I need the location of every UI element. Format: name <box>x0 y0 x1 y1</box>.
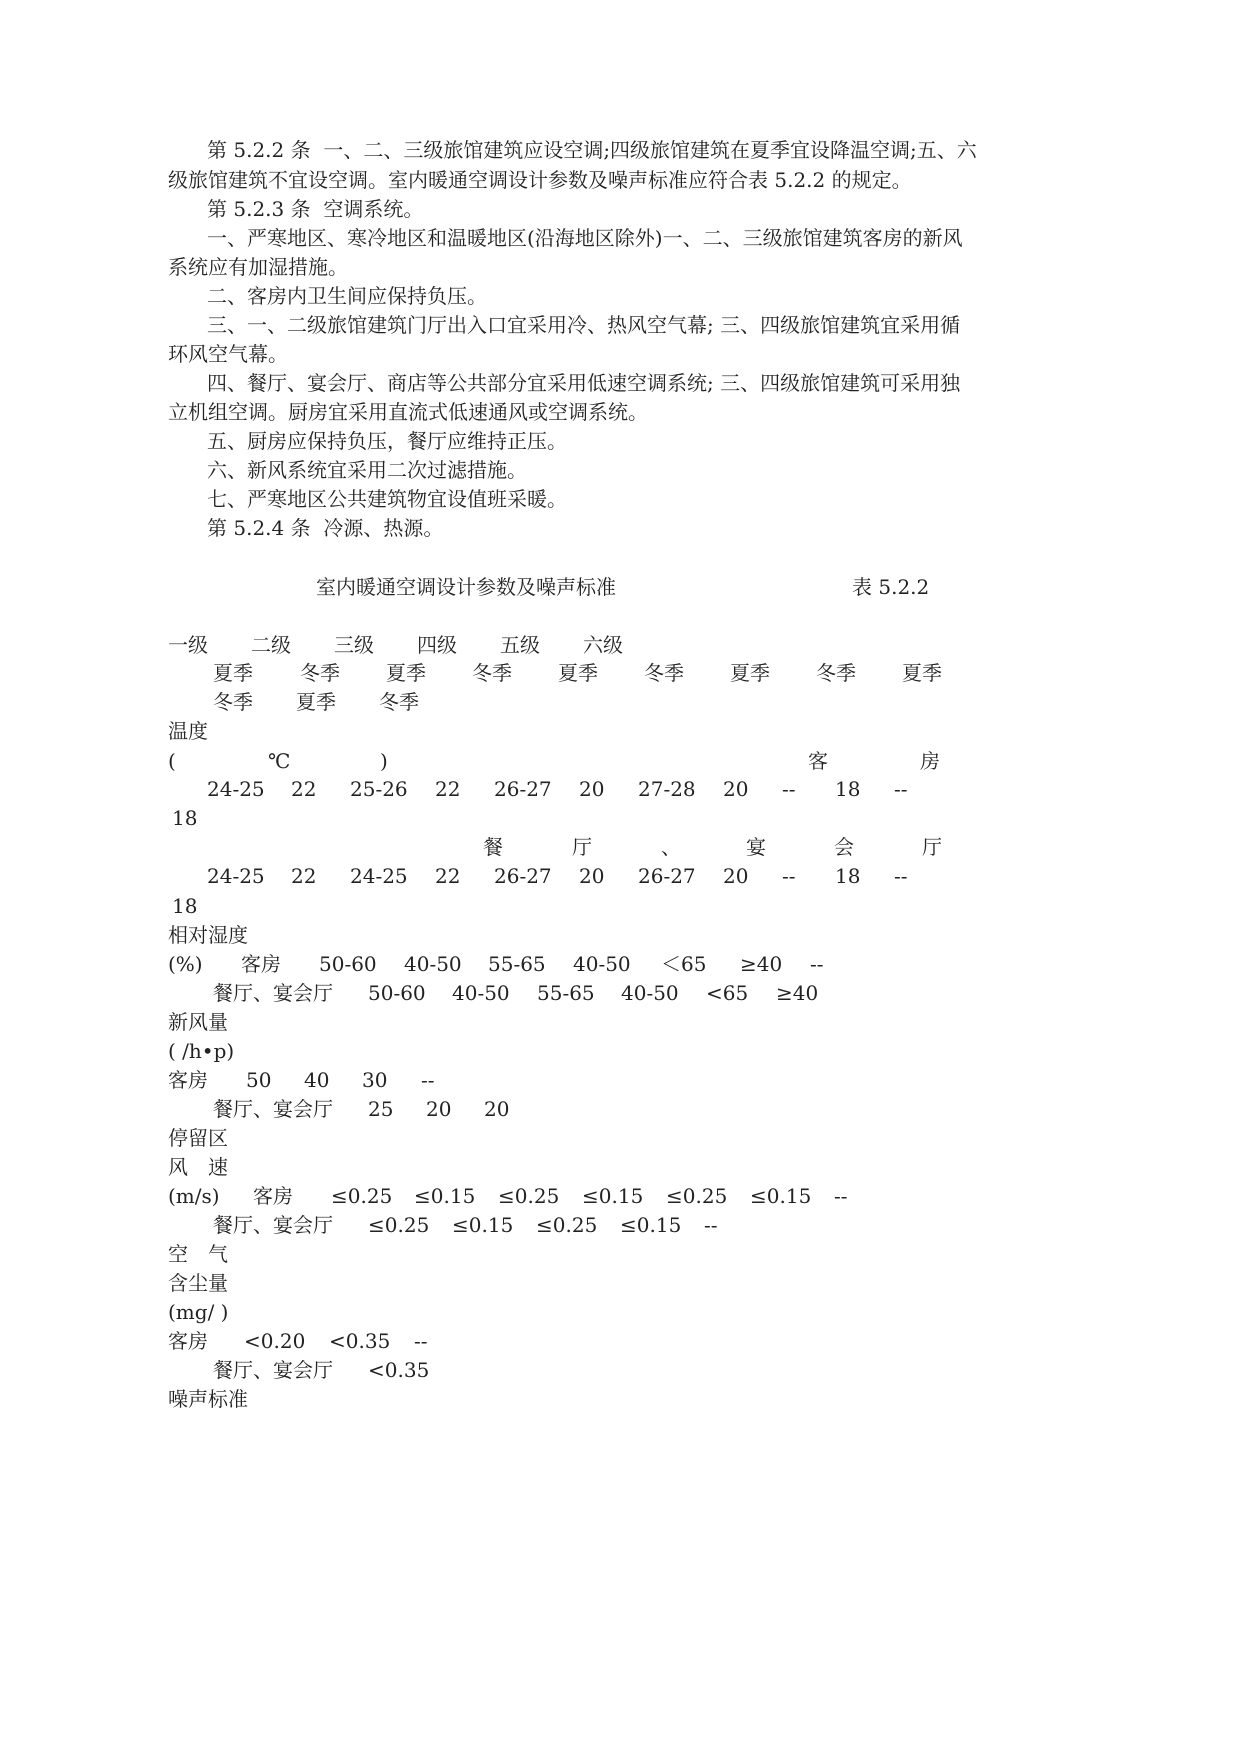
table-cell: 25-26 <box>350 777 408 801</box>
paragraph-line: 立机组空调。厨房宜采用直流式低速通风或空调系统。 <box>168 400 648 424</box>
guest-room-label: 客房 <box>168 1329 208 1353</box>
table-cell: 40 <box>304 1068 330 1092</box>
table-cell: 40-50 <box>452 981 510 1005</box>
dining-label: 会 <box>834 835 854 859</box>
table-cell: 25 <box>368 1097 394 1121</box>
row-label-noise: 噪声标准 <box>168 1387 248 1411</box>
dining-label: 餐厅、宴会厅 <box>213 1097 333 1121</box>
level-header: 四级 <box>417 633 457 657</box>
table-cell: <0.35 <box>329 1329 391 1353</box>
table-cell: 18 <box>835 864 861 888</box>
paragraph-line: 七、严寒地区公共建筑物宜设值班采暖。 <box>207 487 567 511</box>
table-cell: -- <box>894 777 908 801</box>
table-cell: 22 <box>291 864 317 888</box>
unit-label: (mg/ ) <box>168 1300 229 1324</box>
unit-paren: ) <box>380 749 388 773</box>
table-cell: 30 <box>362 1068 388 1092</box>
guest-room-label: 房 <box>920 749 940 773</box>
table-cell: 24-25 <box>350 864 408 888</box>
table-cell: 40-50 <box>573 952 631 976</box>
table-cell: ＜65 <box>661 952 707 976</box>
dining-label: 餐厅、宴会厅 <box>213 981 333 1005</box>
level-header: 五级 <box>500 633 540 657</box>
season-header: 冬季 <box>379 690 419 714</box>
season-header: 夏季 <box>558 661 598 685</box>
table-cell: -- <box>810 952 824 976</box>
table-cell: ≤0.25 <box>368 1213 430 1237</box>
paragraph-line: 第 5.2.2 条 一、二、三级旅馆建筑应设空调;四级旅馆建筑在夏季宜设降温空调;五、六 <box>207 138 977 162</box>
unit-label: (%) <box>168 952 203 976</box>
table-cell: 26-27 <box>638 864 696 888</box>
table-cell: -- <box>704 1213 718 1237</box>
table-cell: <0.20 <box>244 1329 306 1353</box>
paragraph-line: 六、新风系统宜采用二次过滤措施。 <box>207 458 527 482</box>
dining-label: 、 <box>661 835 681 859</box>
table-cell: 20 <box>426 1097 452 1121</box>
level-header: 三级 <box>334 633 374 657</box>
paragraph-line: 三、一、二级旅馆建筑门厅出入口宜采用冷、热风空气幕; 三、四级旅馆建筑宜采用循 <box>207 313 961 337</box>
row-label-dust: 含尘量 <box>168 1271 228 1295</box>
table-title: 室内暖通空调设计参数及噪声标准 <box>316 575 616 599</box>
dining-label: 餐厅、宴会厅 <box>213 1358 333 1382</box>
dining-label: 厅 <box>572 835 592 859</box>
dining-label: 餐厅、宴会厅 <box>213 1213 333 1237</box>
season-header: 夏季 <box>213 661 253 685</box>
table-cell: ≤0.25 <box>498 1184 560 1208</box>
table-cell: 20 <box>723 777 749 801</box>
paragraph-line: 四、餐厅、宴会厅、商店等公共部分宜采用低速空调系统; 三、四级旅馆建筑可采用独 <box>207 371 961 395</box>
unit-label: ( /h•p) <box>168 1039 235 1063</box>
table-cell: ≤0.15 <box>414 1184 476 1208</box>
season-header: 夏季 <box>386 661 426 685</box>
table-cell: 50 <box>246 1068 272 1092</box>
row-label-humidity: 相对湿度 <box>168 923 248 947</box>
paragraph-line: 级旅馆建筑不宜设空调。室内暖通空调设计参数及噪声标准应符合表 5.2.2 的规定。 <box>168 168 912 192</box>
table-cell: 24-25 <box>207 864 265 888</box>
table-cell: 20 <box>579 777 605 801</box>
table-cell: 50-60 <box>319 952 377 976</box>
table-number: 表 5.2.2 <box>852 575 930 599</box>
paragraph-line: 五、厨房应保持负压，餐厅应维持正压。 <box>207 429 567 453</box>
level-header: 二级 <box>251 633 291 657</box>
table-cell: ≤0.15 <box>582 1184 644 1208</box>
paragraph-line: 环风空气幕。 <box>168 342 288 366</box>
table-cell: -- <box>834 1184 848 1208</box>
paragraph-line: 系统应有加湿措施。 <box>168 255 348 279</box>
table-cell: 40-50 <box>621 981 679 1005</box>
table-cell: 18 <box>835 777 861 801</box>
table-cell: 50-60 <box>368 981 426 1005</box>
table-cell: 26-27 <box>494 864 552 888</box>
table-cell: ≤0.25 <box>331 1184 393 1208</box>
row-label-fresh-air: 新风量 <box>168 1010 228 1034</box>
table-cell: 20 <box>484 1097 510 1121</box>
paragraph-line: 第 5.2.4 条 冷源、热源。 <box>207 516 444 540</box>
table-cell: 22 <box>435 777 461 801</box>
guest-room-label: 客 <box>808 749 828 773</box>
table-cell: ≤0.15 <box>620 1213 682 1237</box>
guest-room-label: 客房 <box>253 1184 293 1208</box>
paragraph-line: 第 5.2.3 条 空调系统。 <box>207 197 424 221</box>
table-cell: 27-28 <box>638 777 696 801</box>
level-header: 一级 <box>168 633 208 657</box>
season-header: 冬季 <box>816 661 856 685</box>
row-label-temperature: 温度 <box>168 719 208 743</box>
guest-room-label: 客房 <box>241 952 281 976</box>
table-cell: 18 <box>172 806 198 830</box>
row-label-air-speed: 停留区 <box>168 1126 228 1150</box>
row-label-dust: 空 气 <box>168 1242 228 1266</box>
table-cell: 55-65 <box>488 952 546 976</box>
table-cell: 20 <box>723 864 749 888</box>
table-cell: ≥40 <box>740 952 783 976</box>
table-cell: 20 <box>579 864 605 888</box>
season-header: 冬季 <box>472 661 512 685</box>
unit-celsius: ℃ <box>268 749 291 773</box>
table-cell: -- <box>894 864 908 888</box>
table-cell: 24-25 <box>207 777 265 801</box>
season-header: 冬季 <box>213 690 253 714</box>
table-cell: -- <box>782 777 796 801</box>
season-header: 夏季 <box>296 690 336 714</box>
table-cell: 18 <box>172 894 198 918</box>
dining-label: 宴 <box>746 835 766 859</box>
paragraph-line: 一、严寒地区、寒冷地区和温暖地区(沿海地区除外)一、二、三级旅馆建筑客房的新风 <box>207 226 963 250</box>
season-header: 冬季 <box>300 661 340 685</box>
row-label-air-speed: 风 速 <box>168 1155 228 1179</box>
table-cell: <65 <box>706 981 749 1005</box>
table-cell: ≤0.15 <box>750 1184 812 1208</box>
table-cell: <0.35 <box>368 1358 430 1382</box>
table-cell: 40-50 <box>404 952 462 976</box>
table-cell: ≤0.15 <box>452 1213 514 1237</box>
season-header: 夏季 <box>730 661 770 685</box>
guest-room-label: 客房 <box>168 1068 208 1092</box>
table-cell: ≥40 <box>776 981 819 1005</box>
season-header: 夏季 <box>902 661 942 685</box>
table-cell: ≤0.25 <box>666 1184 728 1208</box>
dining-label: 餐 <box>483 835 503 859</box>
level-header: 六级 <box>583 633 623 657</box>
table-cell: -- <box>782 864 796 888</box>
unit-paren: ( <box>168 749 176 773</box>
dining-label: 厅 <box>922 835 942 859</box>
table-cell: ≤0.25 <box>536 1213 598 1237</box>
table-cell: 22 <box>435 864 461 888</box>
season-header: 冬季 <box>644 661 684 685</box>
unit-label: (m/s) <box>168 1184 220 1208</box>
table-cell: 55-65 <box>537 981 595 1005</box>
table-cell: -- <box>414 1329 428 1353</box>
table-cell: 26-27 <box>494 777 552 801</box>
table-cell: 22 <box>291 777 317 801</box>
paragraph-line: 二、客房内卫生间应保持负压。 <box>207 284 487 308</box>
table-cell: -- <box>421 1068 435 1092</box>
